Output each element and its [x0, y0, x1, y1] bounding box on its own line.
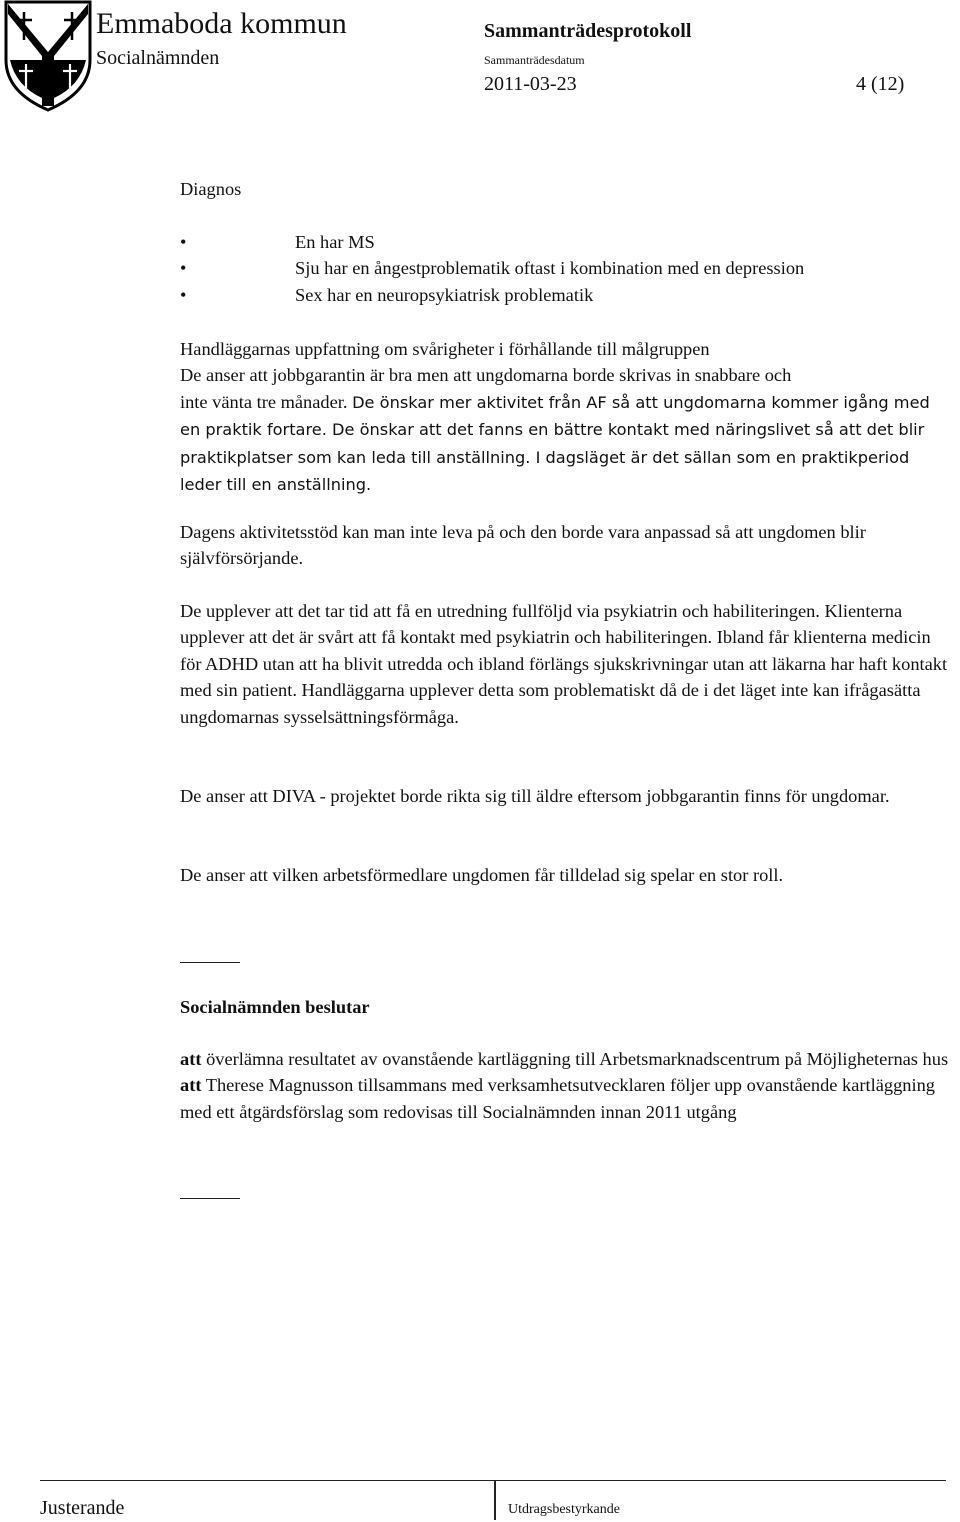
- paragraph-text: De anser att vilken arbetsförmedlare ungdomen får tilldelad sig spelar en stor roll.: [180, 865, 784, 885]
- footer-utdragsbestyrkande: Utdragsbestyrkande: [508, 1502, 620, 1517]
- footer-column-divider: [494, 1480, 496, 1520]
- paragraph-mixed: [180, 389, 950, 499]
- organization-name: Emmaboda kommun: [96, 7, 347, 40]
- meeting-date-label: Sammanträdesdatum: [484, 53, 585, 67]
- decision-keyword: att: [180, 1075, 202, 1096]
- paragraph-line: Handläggarnas uppfattning om svårigheter i förhållande till målgruppen: [180, 339, 710, 359]
- decision-end-divider: [180, 1198, 240, 1199]
- paragraph-line: De anser att jobbgarantin är bra men att ungdomarna borde skrivas in snabbare och: [180, 365, 792, 386]
- decision-heading-text: Socialnämnden beslutar: [180, 997, 370, 1017]
- paragraph-diva: [180, 783, 950, 809]
- section-divider: [180, 962, 240, 963]
- bullet-icon: •: [180, 284, 187, 305]
- paragraph-continuation: De önskar mer aktivitet från AF så att ungdomarna kommer igång med en praktik fortare. De önskar att det fanns en bättre kontakt med näringslivet så att det blir praktikplatser som kan leda till anställning. I dagsläget är det sällan som en praktikperiod leder till en anställning.: [180, 392, 930, 495]
- decision-heading: [180, 994, 950, 1020]
- paragraph-text: De anser att DIVA - projektet borde rikta sig till äldre eftersom jobbgarantin finns för ungdomar.: [180, 786, 890, 806]
- paragraph-aktivitetsstod: [180, 519, 950, 572]
- footer-rule: [40, 1480, 946, 1481]
- paragraph-handlaggarnas-uppfattning: [180, 336, 950, 498]
- decision-text: Therese Magnusson tillsammans med verksamhetsutvecklaren följer upp ovanstående kartläggning med ett åtgärdsförslag som redovisas till Socialnämnden innan 2011 utgång: [180, 1075, 936, 1122]
- paragraph-text: De upplever att det tar tid att få en utredning fullföljd via psykiatrin och habiliteringen. Klienterna upplever att det är svårt att få kontakt med psykiatrin och habiliteringen. Ibland får klienterna medicin för ADHD utan att ha blivit utredda och ibland förlängs sjukskrivningar utan att läkarna har haft kontakt med sin patient. Handläggarna upplever detta som problematiskt då de i det läget inte kan ifrågasätta ungdomarnas sysselsättningsförmåga.: [180, 601, 948, 727]
- bullet-icon: •: [180, 258, 187, 279]
- coat-of-arms-icon: [2, 0, 94, 112]
- section-heading: Diagnos: [180, 179, 242, 199]
- bullet-icon: •: [180, 232, 187, 252]
- decision-keyword: att: [180, 1049, 202, 1069]
- decision-items: [180, 1046, 950, 1125]
- page-number: 4 (12): [856, 73, 905, 95]
- meeting-date: 2011-03-23: [484, 73, 577, 95]
- paragraph-line: inte vänta tre månader.: [180, 391, 348, 412]
- section-heading-diagnos: [180, 176, 950, 202]
- decision-text: överlämna resultatet av ovanstående kartläggning till Arbetsmarknadscentrum på Möjligheternas hus: [206, 1049, 949, 1069]
- decision-item: [180, 1072, 950, 1125]
- footer-justerande: Justerande: [40, 1497, 125, 1519]
- department-name: Socialnämnden: [96, 47, 220, 69]
- decision-item: [180, 1046, 950, 1072]
- document-type: Sammanträdesprotokoll: [484, 20, 692, 42]
- paragraph-utredning: [180, 598, 950, 730]
- paragraph-arbetsformedlare: [180, 862, 950, 888]
- paragraph-text: Dagens aktivitetsstöd kan man inte leva på och den borde vara anpassad så att ungdomen blir självförsörjande.: [180, 522, 866, 569]
